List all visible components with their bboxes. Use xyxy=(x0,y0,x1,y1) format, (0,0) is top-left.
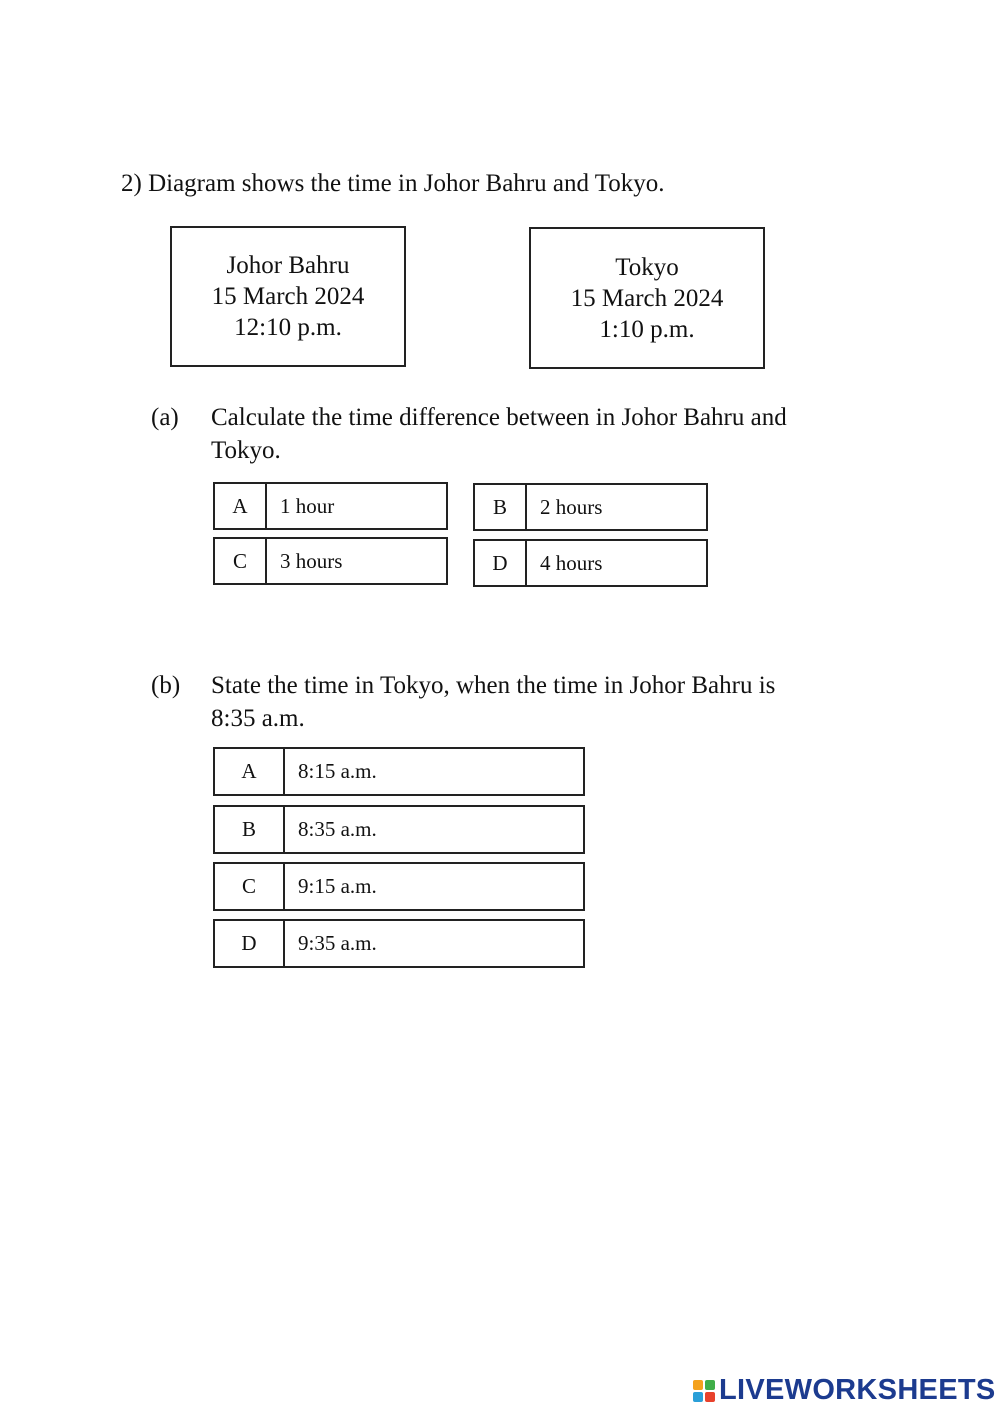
city-name: Tokyo xyxy=(615,253,679,281)
option-letter: D xyxy=(475,541,527,585)
option-letter: B xyxy=(475,485,527,529)
part-a-question xyxy=(211,401,851,467)
part-a-line-2: Tokyo. xyxy=(211,437,281,464)
option-letter: A xyxy=(215,749,285,794)
part-b-option-d[interactable] xyxy=(213,919,585,968)
part-a-line-1: Calculate the time difference between in Johor Bahru and xyxy=(211,404,787,431)
johor-bahru-time-box xyxy=(170,226,406,367)
option-text: 8:15 a.m. xyxy=(298,759,377,783)
city-date: 15 March 2024 xyxy=(211,283,365,310)
option-text: 3 hours xyxy=(280,548,343,573)
part-a-option-c[interactable] xyxy=(213,537,448,585)
part-b-option-c[interactable] xyxy=(213,862,585,911)
logo-tile xyxy=(693,1392,703,1402)
city-date: 15 March 2024 xyxy=(570,284,724,312)
part-b-question xyxy=(211,669,851,735)
logo-tile xyxy=(705,1392,715,1402)
part-b-line-2: 8:35 a.m. xyxy=(211,705,305,732)
part-a-label: (a) xyxy=(151,404,179,431)
logo-tile xyxy=(705,1380,715,1390)
part-a-option-d[interactable] xyxy=(473,539,708,587)
liveworksheets-brand xyxy=(693,1374,996,1407)
option-letter: C xyxy=(215,864,285,909)
city-time: 1:10 p.m. xyxy=(599,315,695,343)
option-text: 4 hours xyxy=(540,550,603,575)
option-text: 9:15 a.m. xyxy=(298,874,377,898)
part-b-option-a[interactable] xyxy=(213,747,585,796)
city-name: Johor Bahru xyxy=(226,252,350,279)
logo-tile xyxy=(693,1380,703,1390)
option-letter: D xyxy=(215,921,285,966)
option-text: 2 hours xyxy=(540,494,603,519)
tokyo-time-box xyxy=(529,227,765,369)
part-a-option-b[interactable] xyxy=(473,483,708,531)
part-b-label: (b) xyxy=(151,672,181,699)
question-title: 2) Diagram shows the time in Johor Bahru and Tokyo. xyxy=(121,170,665,197)
city-time: 12:10 p.m. xyxy=(234,314,342,341)
option-letter: A xyxy=(215,484,267,528)
brand-text: LIVEWORKSHEETS xyxy=(719,1374,996,1406)
option-letter: B xyxy=(215,807,285,852)
option-text: 1 hour xyxy=(280,493,335,518)
part-a-option-a[interactable] xyxy=(213,482,448,530)
liveworksheets-logo-icon xyxy=(693,1380,715,1402)
option-text: 9:35 a.m. xyxy=(298,931,377,955)
option-text: 8:35 a.m. xyxy=(298,817,377,841)
option-letter: C xyxy=(215,539,267,583)
part-b-line-1: State the time in Tokyo, when the time in Johor Bahru is xyxy=(211,672,776,699)
part-b-option-b[interactable] xyxy=(213,805,585,854)
